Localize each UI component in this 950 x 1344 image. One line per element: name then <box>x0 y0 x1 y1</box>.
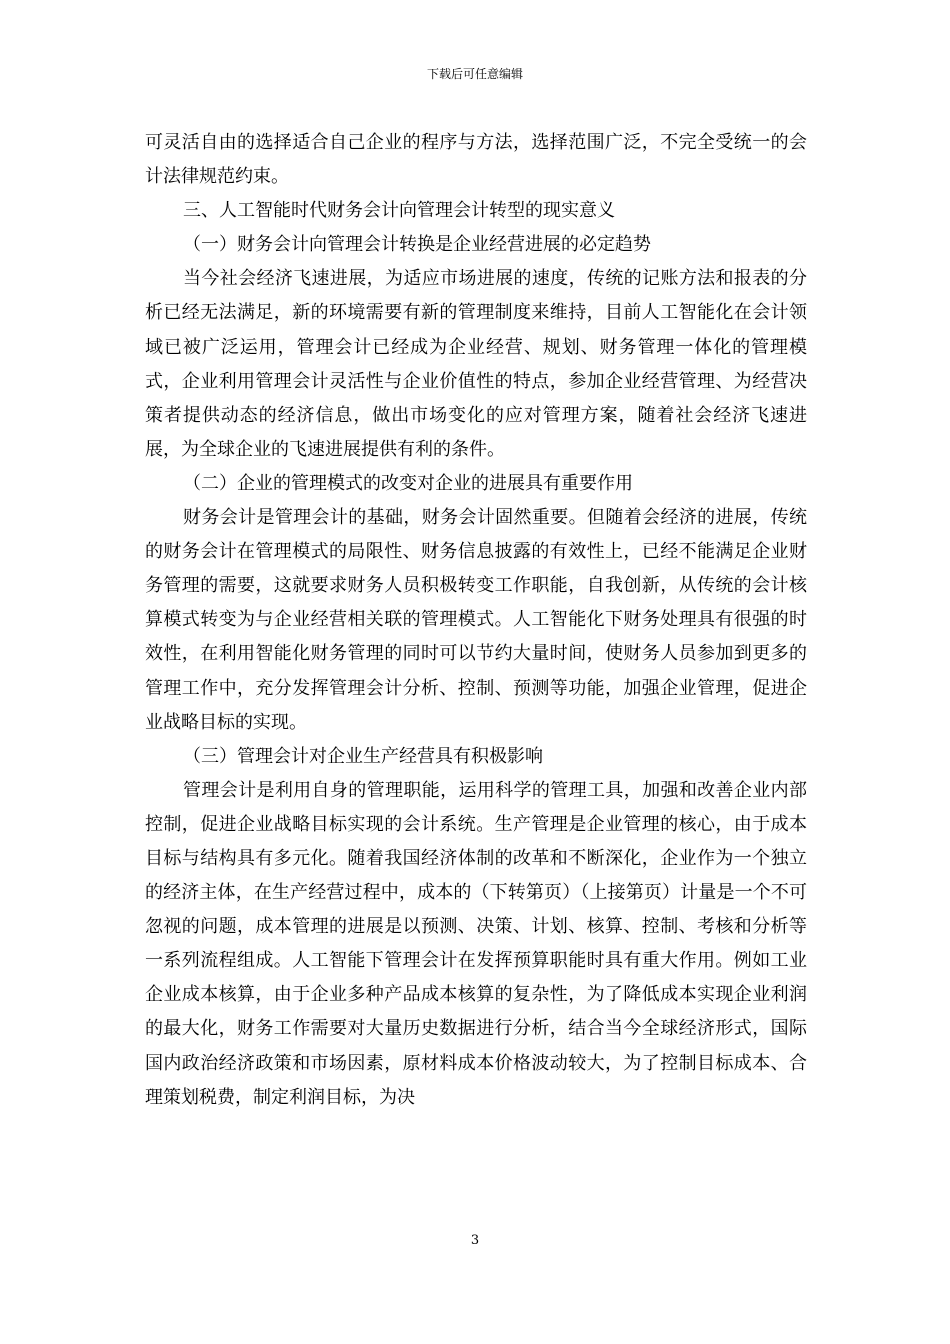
subsection-heading-1: （一）财务会计向管理会计转换是企业经营进展的必定趋势 <box>183 234 651 256</box>
document-body <box>145 126 807 1115</box>
page-number: 3 <box>470 1233 480 1248</box>
page-header: 下载后可任意编辑 <box>426 67 523 81</box>
subsection-heading-2: （二）企业的管理模式的改变对企业的进展具有重要作用 <box>183 472 633 494</box>
paragraph: 当今社会经济飞速进展，为适应市场进展的速度，传统的记账方法和报表的分析已经无法满足，新的环境需要有新的管理制度来维持，目前人工智能化在会计领域已被广泛运用，管理会计已经成为企业经营、规划、财务管理一体化的管理模式，企业利用管理会计灵活性与企业价值性的特点，参加企业经营管理、为经营决策者提供动态的经济信息，做出市场变化的应对管理方案，随着社会经济飞速进展，为全球企业的飞速进展提供有利的条件。 <box>145 268 807 460</box>
paragraph: 管理会计是利用自身的管理职能，运用科学的管理工具，加强和改善企业内部控制，促进企业战略目标实现的会计系统。生产管理是企业管理的核心，由于成本目标与结构具有多元化。随着我国经济体制的改革和不断深化，企业作为一个独立的经济主体，在生产经营过程中，成本的（下转第页）（上接第页）计量是一个不可忽视的问题，成本管理的进展是以预测、决策、计划、核算、控制、考核和分析等一系列流程组成。人工智能下管理会计在发挥预算职能时具有重大作用。例如工业企业成本核算，由于企业多种产品成本核算的复杂性，为了降低成本实现企业利润的最大化，财务工作需要对大量历史数据进行分析，结合当今全球经济形式，国际国内政治经济政策和市场因素，原材料成本价格波动较大，为了控制目标成本、合理策划税费，制定利润目标，为决 <box>145 779 807 1108</box>
paragraph-continuation: 可灵活自由的选择适合自己企业的程序与方法，选择范围广泛，不完全受统一的会计法律规范约束。 <box>145 132 807 188</box>
subsection-heading-3: （三）管理会计对企业生产经营具有积极影响 <box>183 745 543 767</box>
paragraph: 财务会计是管理会计的基础，财务会计固然重要。但随着会经济的进展，传统的财务会计在管理模式的局限性、财务信息披露的有效性上，已经不能满足企业财务管理的需要，这就要求财务人员积极转变工作职能，自我创新，从传统的会计核算模式转变为与企业经营相关联的管理模式。人工智能化下财务处理具有很强的时效性，在利用智能化财务管理的同时可以节约大量时间，使财务人员参加到更多的管理工作中，充分发挥管理会计分析、控制、预测等功能，加强企业管理，促进企业战略目标的实现。 <box>145 507 807 733</box>
section-heading: 三、人工智能时代财务会计向管理会计转型的现实意义 <box>183 200 615 222</box>
